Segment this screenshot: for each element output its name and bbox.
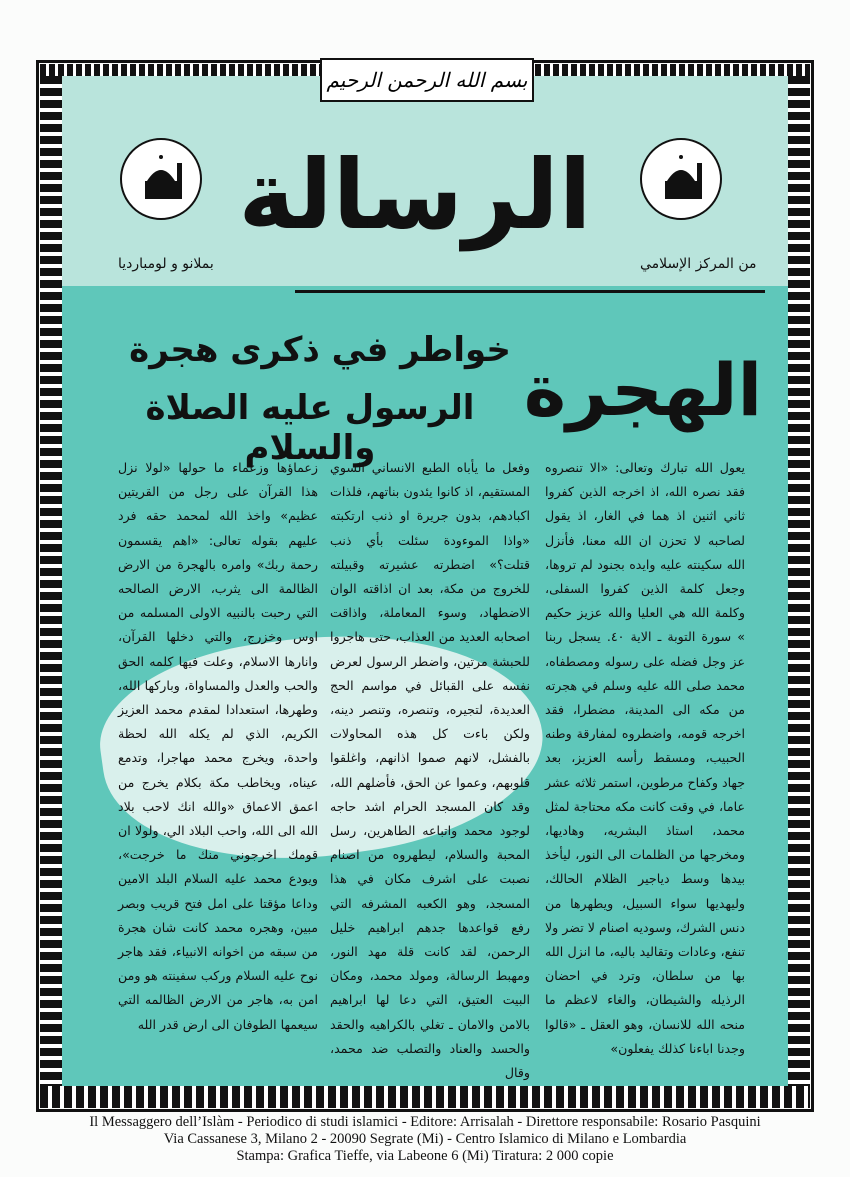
mosque-logo-right-icon — [640, 138, 722, 220]
hijra-graphic: الهجرة — [523, 348, 763, 432]
border-bottom — [40, 1086, 810, 1108]
colophon — [0, 1114, 850, 1165]
caption-left: بملانو و لومبارديا — [118, 256, 214, 272]
border-left — [40, 76, 62, 1086]
colophon-line2: Via Cassanese 3, Milano 2 - 20090 Segrate (Mi) - Centro Islamico di Milano e Lombardia — [163, 1131, 687, 1147]
article-title-line2: الرسول عليه الصلاة والسلام — [145, 388, 475, 468]
article-column-middle: وفعل ما يأباه الطبع الانساني السوي المستقيم، اذ كانوا يئدون بناتهم، فلذات اكبادهم، بدون جريرة او ذنب ارتكبته «واذا الموءودة سئلت بأي ذنب قتلت؟» اضطرته عشيرته وقبيلته للخروج من مكة، بعد ان اذاقته الوان الاضطهاد، وسوء المعاملة، واذاقت اصحابه العديد من العذاب، حتى هاجروا للحبشة مرتين، واضطر الرسول لعرض نفسه على القبائل في مواسم الحج العديدة، لتجيره، وتنصره، وتنصر دينه، ولكن باءت كل هذه المحاولات بالفشل، لانهم صموا اذانهم، واغلقوا قلوبهم، وعموا عن الحق، فأضلهم الله، وقد كان المسجد الحرام اشد حاجه لوجود محمد واتباعه الطاهرين، رسل المحبة والسلام، ليطهروه من اصنام نصبت على اشرف مكان في هذا المسجد، وهو الكعبه المشرفه التي رفع قواعدها جدهم ابراهيم خليل الرحمن، لقد كانت قلة مهد النور، ومهبط الرسالة، ومولد محمد، ومكان البيت العتيق، التي دعا لها ابراهيم بالامن والامان ـ تغلي بالكراهيه والحقد والحسد والعناد والتصلب ضد محمد، وقال — [330, 460, 530, 1081]
mosque-logo-left-icon — [120, 138, 202, 220]
basmala: بسم الله الرحمن الرحيم — [320, 58, 534, 102]
article-column-right: يعول الله تبارك وتعالى: «الا تنصروه فقد نصره الله، اذ اخرجه الذين كفروا ثاني اثنين اذ هما في الغار، اذ يقول لصاحبه لا تحزن ان الله معنا، فأنزل الله سكينته عليه وايده بجنود لم تروها، وجعل كلمة الذين كفروا السفلى، وكلمة الله هي العليا والله عزيز حكيم » سورة التوبة ـ الاية ٤٠. يسجل ربنا عز وجل فضله على رسوله ومصطفاه، محمد صلى الله عليه وسلم في هجرته من مكه الى المدينة، مضطرا، فقد اخرجه قومه، واضطروه لمفارقة وطنه الحبيب، ومسقط رأسه العزيز، بعد جهاد وكفاح مرطوين، استمر ثلاثه عشر عاما، في وقت كانت مكه محتاجة لمثل محمد، استاذ البشريه، وهاديها، ومخرجها من الظلمات الى النور، ليأخذ بيدها وسط دياجير الظلام الحالك، وليهديها سواء السبيل، ويطهرها من دنس الشرك، وسوديه اصنام لا تضر ولا تنفع، وعادات وتقاليد باليه، ما انزل الله بها من سلطان، وترد في احضان الرذيله والشيطان، والغاء لاعظم ما منحه الله للانسان، وهو العقل ـ «قالوا وجدنا اباءنا كذلك يفعلون» — [545, 460, 745, 1056]
border-right — [788, 76, 810, 1086]
colophon-line1: Il Messaggero dell’Islàm - Periodico di studi islamici - Editore: Arrisalah - Direttore responsabile: Rosario Pasquini — [89, 1114, 761, 1130]
colophon-line3: Stampa: Grafica Tieffe, via Labeone 6 (Mi) Tiratura: 2 000 copie — [236, 1148, 614, 1164]
article-title-line1: خواطر في ذكرى هجرة — [129, 330, 511, 370]
header-rule — [295, 290, 765, 293]
caption-right: من المركز الإسلامي — [640, 256, 757, 272]
masthead-title: الرسالة — [238, 139, 592, 251]
article-column-left: زعماؤها وزعماء ما حولها «لولا نزل هذا القرآن على رجل من القريتين عظيم» واخذ الله لمحمد حقه فرد عليهم بقوله تعالى: «اهم يقسمون رحمة ربك» وامره بالهجرة من الارض الظالمة الى يثرب، الارض الصالحه التي رحبت بالنبيه الاولى المسلمه من اوس وخزرج، والتي دخلها القرآن، وانارها الاسلام، وعلت فيها كلمه الحق والحب والعدل والمساواة، وباركها الله، وطهرها، استعدادا لمقدم محمد العزيز الكريم، الذي لم يكله الله لحظة واحدة، ويخرج محمد مهاجرا، وتدمع عيناه، ويخاطب مكة بكلام يخرج من اعمق الاعماق «والله انك لاحب بلاد الله الى الله، واحب البلاد الي، ولولا ان قومك اخرجوني منك ما خرجت»، ويودع محمد عليه السلام البلد الامين وداعا مؤقتا على امل فتح قريب وبصر مبين، وهجره محمد كانت شان هجرة من سبقه من اخوانه الانبياء، فقد هاجر نوح عليه السلام وركب سفينته هو ومن امن به، هاجر من الارض الظالمه التي سيعمها الطوفان الى ارض قدر الله — [118, 460, 318, 1032]
